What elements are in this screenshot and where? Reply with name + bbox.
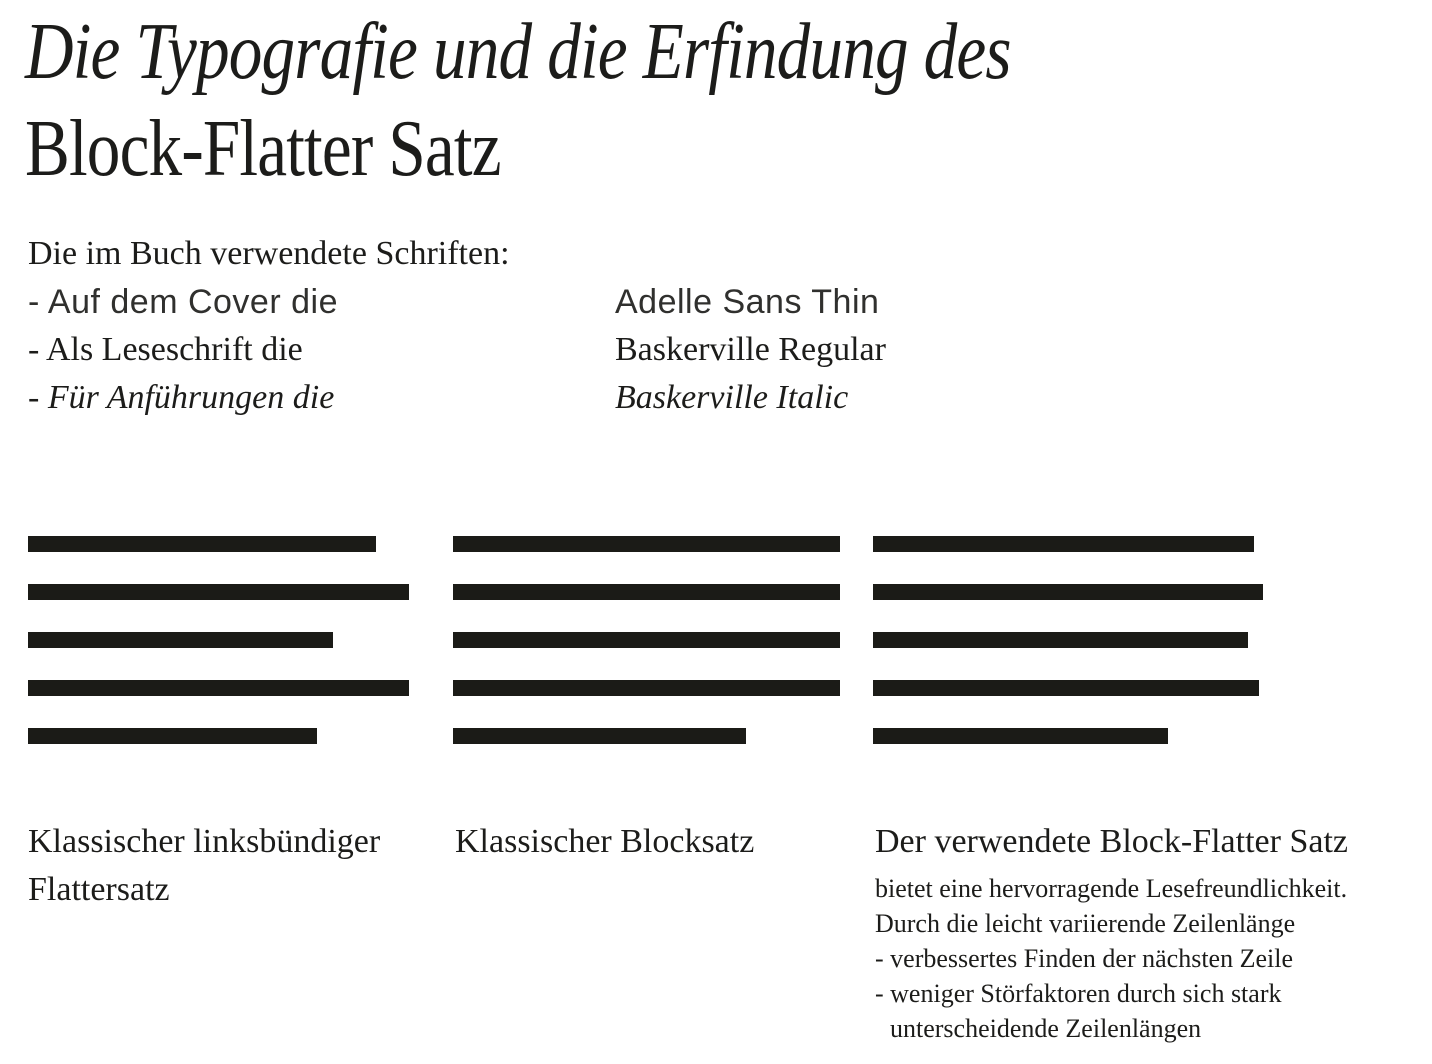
- description-line: - weniger Störfaktoren durch sich stark: [875, 979, 1282, 1008]
- title-line-italic: Die Typografie und die Erfindung des: [25, 8, 1011, 96]
- fonts-used-heading: Die im Buch verwendete Schriften:: [28, 235, 510, 272]
- description-line: bietet eine hervorragende Lesefreundlichkeit.: [875, 874, 1348, 903]
- font-usage-label: - Auf dem Cover die: [28, 283, 338, 321]
- font-row-leseschrift: [28, 326, 886, 374]
- text-line-bar: [873, 632, 1248, 648]
- text-line-bar: [453, 584, 840, 600]
- font-row-cover: [28, 278, 886, 326]
- caption-blocksatz: Klassischer Blocksatz: [455, 823, 755, 860]
- font-usage-label: - Als Leseschrift die: [28, 331, 303, 368]
- text-line-bar: [873, 584, 1263, 600]
- text-line-bar: [28, 632, 333, 648]
- description-line: - verbessertes Finden der nächsten Zeile: [875, 944, 1294, 973]
- fonts-used-section: [28, 230, 886, 422]
- text-line-bar: [28, 584, 409, 600]
- font-row-anfuehrungen: [28, 374, 886, 422]
- text-line-bar: [28, 536, 376, 552]
- description-line: unterscheidende Zeilenlängen: [890, 1014, 1202, 1043]
- font-name-adelle-sans-thin: Adelle Sans Thin: [615, 283, 880, 321]
- font-name-baskerville-regular: Baskerville Regular: [615, 331, 886, 368]
- font-usage-label: - Für Anführungen die: [28, 379, 335, 416]
- text-line-bar: [453, 632, 840, 648]
- caption-block-flatter-block: [875, 818, 1432, 1046]
- title-line-regular: Block-Flatter Satz: [25, 105, 501, 193]
- bar-group-block-flatter: [873, 536, 1263, 776]
- text-line-bar: [28, 728, 317, 744]
- text-line-bar: [453, 728, 746, 744]
- bar-group-blocksatz: [453, 536, 840, 776]
- text-line-bar: [28, 680, 409, 696]
- bar-group-flattersatz: [28, 536, 409, 776]
- page-title: [25, 4, 1011, 198]
- text-line-bar: [873, 680, 1259, 696]
- block-flatter-description: [875, 871, 1432, 1046]
- caption-flattersatz: Klassischer linksbündiger Flattersatz: [28, 823, 381, 908]
- font-name-baskerville-italic: Baskerville Italic: [615, 379, 849, 416]
- text-line-bar: [873, 536, 1254, 552]
- text-line-bar: [873, 728, 1168, 744]
- text-line-bar: [453, 680, 840, 696]
- text-line-bar: [453, 536, 840, 552]
- caption-block-flatter-heading: Der verwendete Block-Flatter Satz: [875, 823, 1348, 860]
- description-line: Durch die leicht variierende Zeilenlänge: [875, 909, 1296, 938]
